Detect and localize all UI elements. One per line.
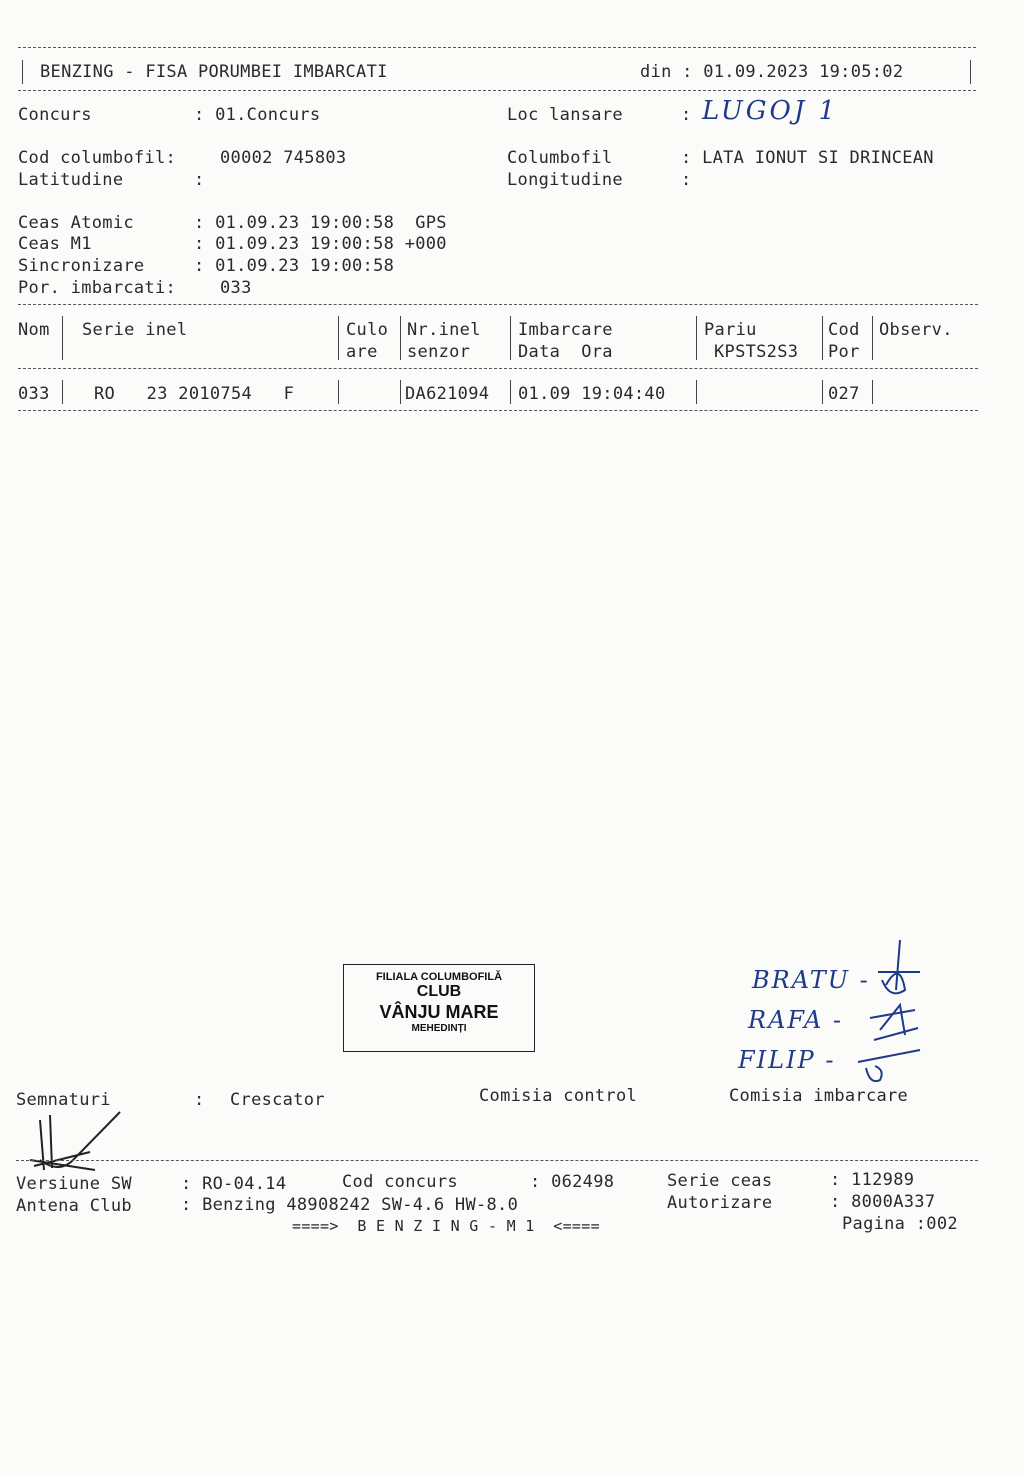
columbofil-value: : LATA IONUT SI DRINCEAN	[681, 148, 934, 168]
antena-club-label: Antena Club	[16, 1196, 132, 1216]
page-title: BENZING - FISA PORUMBEI IMBARCATI	[40, 62, 388, 82]
signature-comisia-imbarcare: Comisia imbarcare	[729, 1086, 909, 1106]
longitudine-value: :	[681, 170, 692, 190]
th-nom: Nom	[18, 320, 50, 340]
por-imbarcati-label: Por. imbarcati:	[18, 278, 177, 298]
columbofil-label: Columbofil	[507, 148, 613, 168]
handwritten-name-1: BRATU -	[752, 966, 870, 994]
latitudine-label: Latitudine	[18, 170, 124, 190]
cell-nr-inel: DA621094	[405, 384, 490, 404]
versiune-sw-value: : RO-04.14	[181, 1174, 287, 1194]
signatures-colon: :	[194, 1090, 205, 1110]
ceas-atomic-value: : 01.09.23 19:00:58 GPS	[194, 213, 447, 233]
stamp-line-1: FILIALA COLUMBOFILĂ	[375, 971, 503, 983]
concurs-label: Concurs	[18, 105, 92, 125]
page-number: Pagina :002	[842, 1214, 958, 1234]
loc-lansare-handwritten: LUGOJ 1	[702, 96, 839, 126]
cod-concurs-value: : 062498	[530, 1172, 615, 1192]
serie-ceas-value: : 112989	[830, 1170, 915, 1190]
ceas-m1-label: Ceas M1	[18, 234, 92, 254]
cod-columbofil-value: 00002 745803	[220, 148, 347, 168]
signatures-label: Semnaturi	[16, 1090, 111, 1110]
th-cod-por-2: Por	[828, 342, 860, 362]
th-pariu-2: KPSTS2S3	[714, 342, 799, 362]
cod-concurs-label: Cod concurs	[342, 1172, 458, 1192]
th-culoare-2: are	[346, 342, 378, 362]
ceas-m1-value: : 01.09.23 19:00:58 +000	[194, 234, 447, 254]
signature-crescator: Crescator	[230, 1090, 325, 1110]
th-pariu-1: Pariu	[704, 320, 757, 340]
sincronizare-label: Sincronizare	[18, 256, 145, 276]
handwritten-name-2: RAFA -	[748, 1006, 844, 1034]
loc-lansare-colon: :	[681, 105, 692, 125]
serie-ceas-label: Serie ceas	[667, 1171, 773, 1191]
signature-scribble-3	[858, 1050, 920, 1081]
cell-imbarcare: 01.09 19:04:40	[518, 384, 666, 404]
th-observ: Observ.	[879, 320, 953, 340]
th-imbarcare-1: Imbarcare	[518, 320, 613, 340]
cell-nom: 033	[18, 384, 50, 404]
benzing-banner: ====> B E N Z I N G - M 1 <====	[292, 1217, 600, 1235]
handwritten-name-3: FILIP -	[738, 1046, 836, 1074]
cod-columbofil-label: Cod columbofil:	[18, 148, 177, 168]
th-culoare-1: Culo	[346, 320, 389, 340]
loc-lansare-label: Loc lansare	[507, 105, 623, 125]
signature-comisia-control: Comisia control	[479, 1086, 638, 1106]
cell-cod-por: 027	[828, 384, 860, 404]
th-serie-inel: Serie inel	[82, 320, 188, 340]
sincronizare-value: : 01.09.23 19:00:58	[194, 256, 395, 276]
autorizare-value: : 8000A337	[830, 1192, 936, 1212]
autorizare-label: Autorizare	[667, 1193, 773, 1213]
stamp-line-2: CLUB	[416, 983, 462, 1000]
th-nr-inel-2: senzor	[407, 342, 471, 362]
th-cod-por-1: Cod	[828, 320, 860, 340]
cell-serie-inel: RO 23 2010754 F	[94, 384, 295, 404]
stamp-line-3: VÂNJU MARE	[379, 1002, 499, 1022]
antena-club-value: : Benzing 48908242 SW-4.6 HW-8.0	[181, 1195, 519, 1215]
footer-top-border	[16, 1160, 978, 1161]
print-date: din : 01.09.2023 19:05:02	[640, 62, 904, 82]
ceas-atomic-label: Ceas Atomic	[18, 213, 134, 233]
concurs-value: : 01.Concurs	[194, 105, 321, 125]
signature-scribble-1	[878, 940, 920, 993]
signature-scribble-2	[870, 1005, 918, 1040]
por-imbarcati-value: 033	[220, 278, 252, 298]
versiune-sw-label: Versiune SW	[16, 1174, 132, 1194]
latitudine-value: :	[194, 170, 205, 190]
stamp-line-4: MEHEDINȚI	[411, 1023, 467, 1034]
th-nr-inel-1: Nr.inel	[407, 320, 481, 340]
longitudine-label: Longitudine	[507, 170, 623, 190]
crescator-signature	[30, 1112, 120, 1170]
th-imbarcare-2: Data Ora	[518, 342, 613, 362]
